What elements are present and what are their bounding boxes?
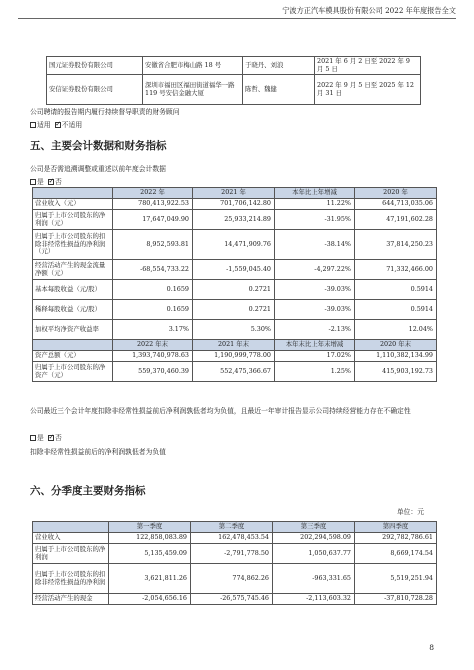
table-cell: 25,933,214.89 xyxy=(193,210,275,230)
table-header-cell xyxy=(33,340,113,351)
row-label: 归属于上市公司股东的扣除非经常性损益的净利润 xyxy=(33,564,109,594)
row-label: 经营活动产生的现金 xyxy=(33,594,109,605)
table-cell: -37,810,728.28 xyxy=(355,594,437,605)
table-row xyxy=(33,544,437,564)
table-header-cell: 2022 年 xyxy=(113,188,193,199)
header-divider xyxy=(18,18,456,19)
row-label: 归属于上市公司股东的净利润 xyxy=(33,544,109,564)
table-cell: 8,952,593.81 xyxy=(113,230,193,260)
table-cell: -2.13% xyxy=(275,320,355,340)
table-header-cell: 第四季度 xyxy=(355,522,437,533)
table-cell: -68,554,733.22 xyxy=(113,260,193,280)
table-header-row xyxy=(33,188,437,199)
table-header-cell: 本年末比上年末增减 xyxy=(275,340,355,351)
option-label: 适用 xyxy=(37,121,51,129)
table-cell: 0.2721 xyxy=(193,300,275,320)
table-header-cell: 2020 年末 xyxy=(355,340,437,351)
option-label: 是 xyxy=(37,178,44,186)
table-row xyxy=(33,199,437,210)
table-cell: 5.30% xyxy=(193,320,275,340)
restatement-question: 公司是否需追溯调整或重述以前年度会计数据 xyxy=(30,165,166,173)
table-cell: 774,862.26 xyxy=(191,564,273,594)
row-label: 基本每股收益（元/股） xyxy=(33,280,113,300)
advisor-table xyxy=(46,56,421,105)
checkbox-icon xyxy=(30,435,36,441)
table-header-cell: 第一季度 xyxy=(109,522,191,533)
row-label: 稀释每股收益（元/股） xyxy=(33,300,113,320)
checkbox-checked-icon xyxy=(48,435,54,441)
table-cell: 559,370,460.39 xyxy=(113,362,193,382)
section-title: 五、主要会计数据和财务指标 xyxy=(30,140,167,152)
table-cell: -39.03% xyxy=(275,300,355,320)
table-cell: 1.25% xyxy=(275,362,355,382)
quarterly-table xyxy=(32,521,437,605)
table-row xyxy=(33,300,437,320)
table-cell: 0.2721 xyxy=(193,280,275,300)
table-header-cell: 本年比上年增减 xyxy=(275,188,355,199)
row-label: 归属于上市公司股东的净利润（元） xyxy=(33,210,113,230)
page-header: 宁波方正汽车模具股份有限公司 2022 年年度报告全文 xyxy=(282,6,456,15)
table-cell: 0.1659 xyxy=(113,300,193,320)
table-cell: -26,575,745.46 xyxy=(191,594,273,605)
advisor-note: 公司聘请的报告期内履行持续督导职责的财务顾问 xyxy=(30,108,180,116)
table-cell: 安信证券股份有限公司 xyxy=(47,75,143,105)
table-header-row xyxy=(33,522,437,533)
table-cell: 17,647,049.90 xyxy=(113,210,193,230)
table-cell: -1,559,045.40 xyxy=(193,260,275,280)
table-cell: 5,135,459.09 xyxy=(109,544,191,564)
table-row xyxy=(33,210,437,230)
option-label: 是 xyxy=(37,434,44,442)
table-cell: 深圳市福田区福田街道福华一路 119 号安信金融大厦 xyxy=(143,75,243,105)
table-cell: -4,297.22% xyxy=(275,260,355,280)
table-row xyxy=(47,75,421,105)
table-cell: 0.5914 xyxy=(355,280,437,300)
option-label: 否 xyxy=(54,434,62,442)
table-cell: 1,110,382,134.99 xyxy=(355,351,437,362)
table-row xyxy=(33,260,437,280)
checkbox-icon xyxy=(30,122,36,128)
option-label: 否 xyxy=(54,178,62,186)
row-label: 营业收入（元） xyxy=(33,199,113,210)
table-cell: 17.02% xyxy=(275,351,355,362)
row-label: 归属于上市公司股东的扣除非经常性损益的净利润（元） xyxy=(33,230,113,260)
table-cell: -2,113,603.32 xyxy=(273,594,355,605)
key-financials-table xyxy=(32,187,437,382)
table-row xyxy=(33,594,437,605)
table-cell: 71,332,466.00 xyxy=(355,260,437,280)
table-cell: 47,191,602.28 xyxy=(355,210,437,230)
table-header-cell: 第三季度 xyxy=(273,522,355,533)
table-row xyxy=(33,533,437,544)
table-header-cell: 2020 年 xyxy=(355,188,437,199)
table-cell: 11.22% xyxy=(275,199,355,210)
table-cell: 780,413,922.53 xyxy=(113,199,193,210)
table-header-cell: 2021 年 xyxy=(193,188,275,199)
table-row xyxy=(33,351,437,362)
table-cell: -2,054,656.16 xyxy=(109,594,191,605)
table-cell: 1,050,637.77 xyxy=(273,544,355,564)
table-row xyxy=(33,230,437,260)
going-concern-statement: 公司最近三个会计年度扣除非经常性损益前后净利润孰低者均为负值，且最近一年审计报告显示公司持续经营能力存在不确定性 xyxy=(30,407,411,415)
table-cell: 5,519,251.94 xyxy=(355,564,437,594)
table-cell: 122,858,083.89 xyxy=(109,533,191,544)
table-cell: 552,475,366.67 xyxy=(193,362,275,382)
table-header-cell xyxy=(33,188,113,199)
table-row xyxy=(47,57,421,75)
unit-label: 单位：元 xyxy=(396,508,424,516)
table-cell: 2022 年 9 月 5 日至 2025 年 12 月 31 日 xyxy=(315,75,421,105)
table-cell: 1,393,740,978.63 xyxy=(113,351,193,362)
table-cell: 0.1659 xyxy=(113,280,193,300)
checkbox-checked-icon xyxy=(55,122,61,128)
table-cell: 于晓丹、刘浪 xyxy=(243,57,315,75)
table-cell: -2,791,778.50 xyxy=(191,544,273,564)
option-label: 不适用 xyxy=(61,121,83,129)
table-cell: 12.04% xyxy=(355,320,437,340)
table-cell: 0.5914 xyxy=(355,300,437,320)
table-cell: 202,294,598.09 xyxy=(273,533,355,544)
table-cell: -39.03% xyxy=(275,280,355,300)
lower-net-profit-note: 扣除非经常性损益前后的净利润孰低者为负值 xyxy=(30,448,166,456)
table-row xyxy=(33,564,437,594)
table-cell: 3,621,811.26 xyxy=(109,564,191,594)
table-cell: 8,669,174.54 xyxy=(355,544,437,564)
table-row xyxy=(33,280,437,300)
table-cell: 292,782,786.61 xyxy=(355,533,437,544)
table-row xyxy=(33,362,437,382)
table-cell: 国元证券股份有限公司 xyxy=(47,57,143,75)
table-cell: 陈哲、魏健 xyxy=(243,75,315,105)
table-cell: 3.17% xyxy=(113,320,193,340)
row-label: 营业收入 xyxy=(33,533,109,544)
table-cell: 1,190,999,778.00 xyxy=(193,351,275,362)
table-cell: -963,331.65 xyxy=(273,564,355,594)
table-header-cell: 2021 年末 xyxy=(193,340,275,351)
table-cell: 701,706,142.80 xyxy=(193,199,275,210)
row-label: 经营活动产生的现金流量净额（元） xyxy=(33,260,113,280)
table-cell: -31.95% xyxy=(275,210,355,230)
table-row xyxy=(33,320,437,340)
table-header-cell: 2022 年末 xyxy=(113,340,193,351)
table-cell: -38.14% xyxy=(275,230,355,260)
row-label: 加权平均净资产收益率 xyxy=(33,320,113,340)
restatement-options xyxy=(30,176,62,186)
table-header-row xyxy=(33,340,437,351)
table-cell: 644,713,035.06 xyxy=(355,199,437,210)
checkbox-checked-icon xyxy=(48,179,54,185)
table-cell: 37,814,250.23 xyxy=(355,230,437,260)
table-header-cell xyxy=(33,522,109,533)
table-header-cell: 第二季度 xyxy=(191,522,273,533)
page-number: 8 xyxy=(429,643,434,652)
advisor-options xyxy=(30,119,82,129)
row-label: 资产总额（元） xyxy=(33,351,113,362)
table-cell: 162,478,453.54 xyxy=(191,533,273,544)
going-concern-options xyxy=(30,432,62,442)
table-cell: 415,903,192.73 xyxy=(355,362,437,382)
checkbox-icon xyxy=(30,179,36,185)
table-cell: 2021 年 6 月 2 日至 2022 年 9 月 5 日 xyxy=(315,57,421,75)
section-title: 六、分季度主要财务指标 xyxy=(30,485,146,497)
row-label: 归属于上市公司股东的净资产（元） xyxy=(33,362,113,382)
table-cell: 安徽省合肥市梅山路 18 号 xyxy=(143,57,243,75)
table-cell: 14,471,909.76 xyxy=(193,230,275,260)
